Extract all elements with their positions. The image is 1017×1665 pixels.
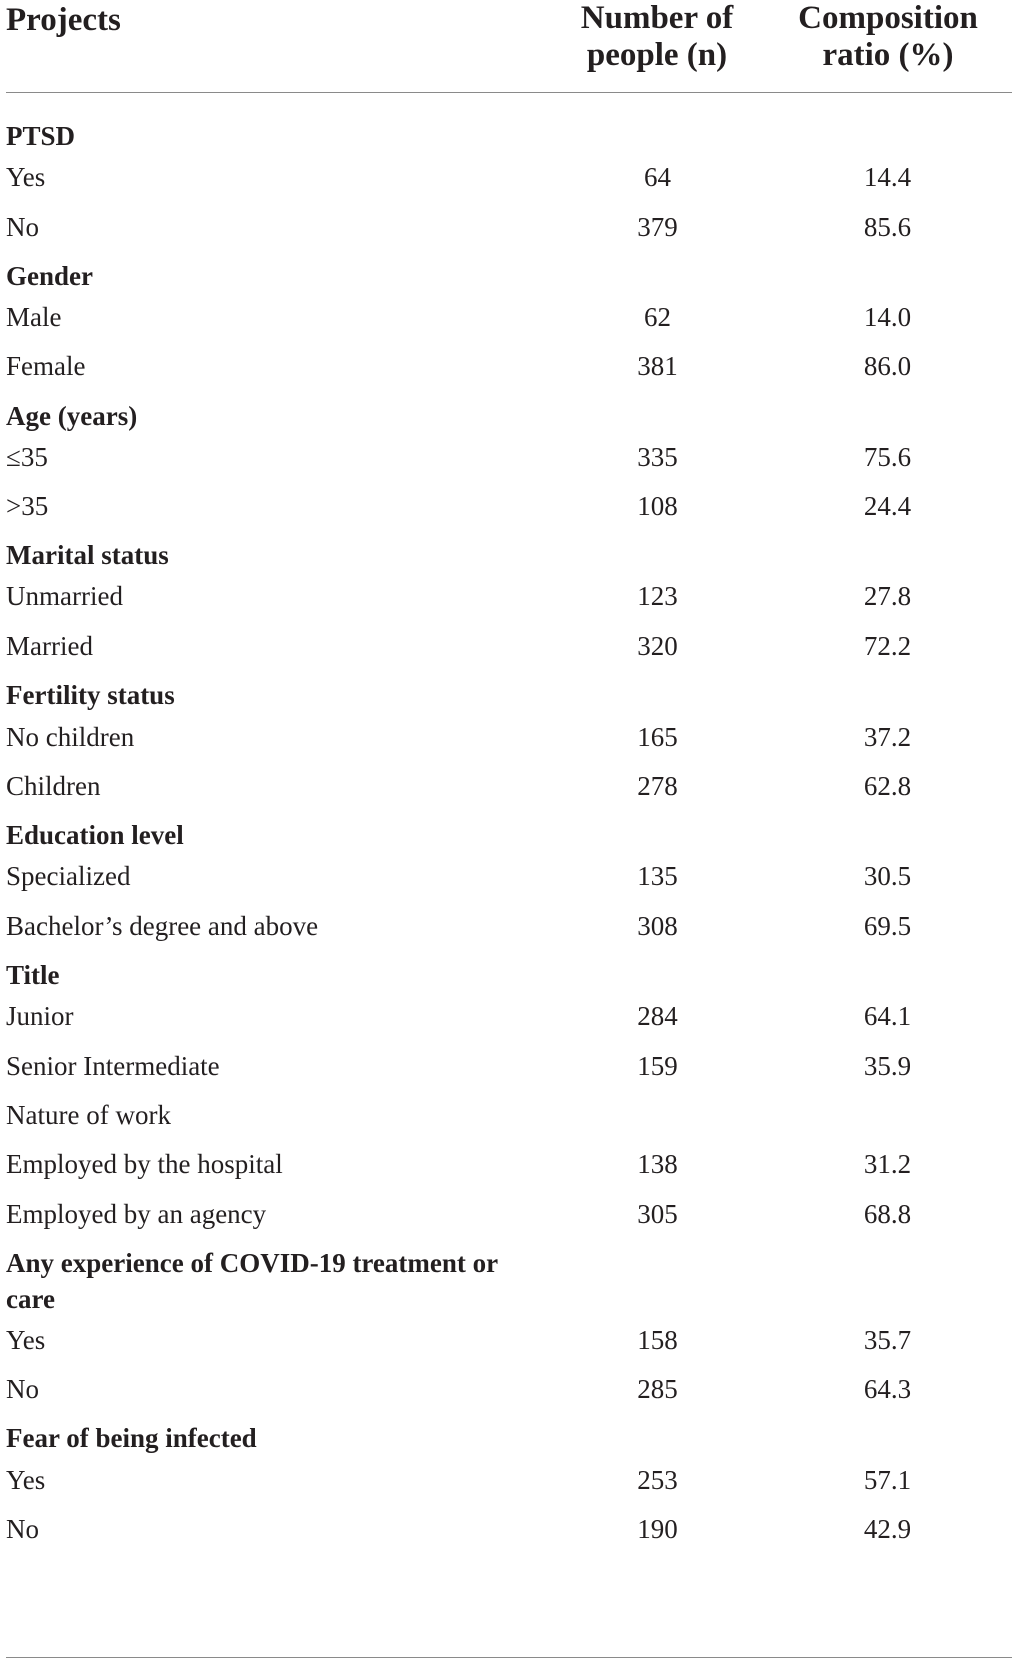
- row-label: Yes: [6, 162, 46, 192]
- cell-ratio: 24.4: [863, 491, 912, 521]
- row-label: Female: [6, 351, 86, 381]
- row-label: ≤35: [6, 442, 48, 472]
- cell-number: 253: [637, 1465, 678, 1495]
- cell-number: 159: [637, 1051, 678, 1081]
- group-label: Education level: [6, 820, 184, 850]
- row-label: Specialized: [6, 861, 131, 891]
- cell-number: 305: [637, 1199, 678, 1229]
- cell-ratio: 57.1: [863, 1465, 912, 1495]
- cell-ratio: 37.2: [863, 722, 912, 752]
- group-label: Title: [6, 960, 60, 990]
- cell-number: 190: [637, 1514, 678, 1544]
- cell-number: 308: [637, 911, 678, 941]
- group-label: care: [6, 1284, 55, 1314]
- row-label: >35: [6, 491, 49, 521]
- header-rule: [6, 92, 1012, 93]
- cell-ratio: 35.7: [863, 1325, 912, 1355]
- bottom-rule: [6, 1657, 1012, 1658]
- header-number-line2: people (n): [586, 37, 728, 73]
- row-label: Junior: [6, 1001, 74, 1031]
- cell-ratio: 30.5: [863, 861, 912, 891]
- row-label: Unmarried: [6, 581, 123, 611]
- cell-ratio: 64.1: [863, 1001, 912, 1031]
- row-label: Yes: [6, 1465, 46, 1495]
- row-label: Senior Intermediate: [6, 1051, 220, 1081]
- row-label: No: [6, 1514, 39, 1544]
- cell-ratio: 85.6: [863, 212, 912, 242]
- row-label: No: [6, 1374, 39, 1404]
- cell-number: 381: [637, 351, 678, 381]
- cell-number: 158: [637, 1325, 678, 1355]
- cell-ratio: 27.8: [863, 581, 912, 611]
- cell-ratio: 14.4: [863, 162, 912, 192]
- group-label: Fertility status: [6, 680, 175, 710]
- row-label: Male: [6, 302, 62, 332]
- header-ratio-line1: Composition: [798, 0, 978, 36]
- cell-number: 64: [644, 162, 671, 192]
- group-label: Fear of being infected: [6, 1423, 257, 1453]
- group-label: Nature of work: [6, 1100, 171, 1130]
- row-label: Employed by the hospital: [6, 1149, 283, 1179]
- cell-number: 285: [637, 1374, 678, 1404]
- cell-number: 138: [637, 1149, 678, 1179]
- cell-number: 278: [637, 771, 678, 801]
- cell-number: 320: [637, 631, 678, 661]
- row-label: Married: [6, 631, 93, 661]
- row-label: Yes: [6, 1325, 46, 1355]
- cell-ratio: 35.9: [863, 1051, 912, 1081]
- cell-ratio: 75.6: [863, 442, 912, 472]
- cell-ratio: 31.2: [863, 1149, 912, 1179]
- header-number-line1: Number of: [580, 0, 734, 36]
- cell-number: 108: [637, 491, 678, 521]
- cell-number: 123: [637, 581, 678, 611]
- cell-ratio: 69.5: [863, 911, 912, 941]
- group-label: PTSD: [6, 121, 76, 151]
- cell-number: 284: [637, 1001, 678, 1031]
- group-label: Marital status: [6, 540, 169, 570]
- header-projects: Projects: [6, 2, 121, 38]
- row-label: Employed by an agency: [6, 1199, 267, 1229]
- header-number: [552, 0, 762, 74]
- header-ratio: [772, 0, 1004, 74]
- cell-number: 165: [637, 722, 678, 752]
- group-label: Any experience of COVID-19 treatment or: [6, 1248, 499, 1278]
- cell-number: 62: [644, 302, 671, 332]
- group-label: Age (years): [6, 401, 138, 431]
- cell-number: 335: [637, 442, 678, 472]
- group-label: Gender: [6, 261, 93, 291]
- cell-ratio: 62.8: [863, 771, 912, 801]
- cell-ratio: 42.9: [863, 1514, 912, 1544]
- header-ratio-line2: ratio (%): [822, 37, 954, 73]
- cell-number: 135: [637, 861, 678, 891]
- row-label: Bachelor’s degree and above: [6, 911, 319, 941]
- cell-ratio: 68.8: [863, 1199, 912, 1229]
- cell-ratio: 64.3: [863, 1374, 912, 1404]
- row-label: No children: [6, 722, 135, 752]
- row-label: Children: [6, 771, 101, 801]
- cell-ratio: 86.0: [863, 351, 912, 381]
- cell-ratio: 72.2: [863, 631, 912, 661]
- row-label: No: [6, 212, 39, 242]
- cell-number: 379: [637, 212, 678, 242]
- table-header: [0, 0, 1017, 95]
- cell-ratio: 14.0: [863, 302, 912, 332]
